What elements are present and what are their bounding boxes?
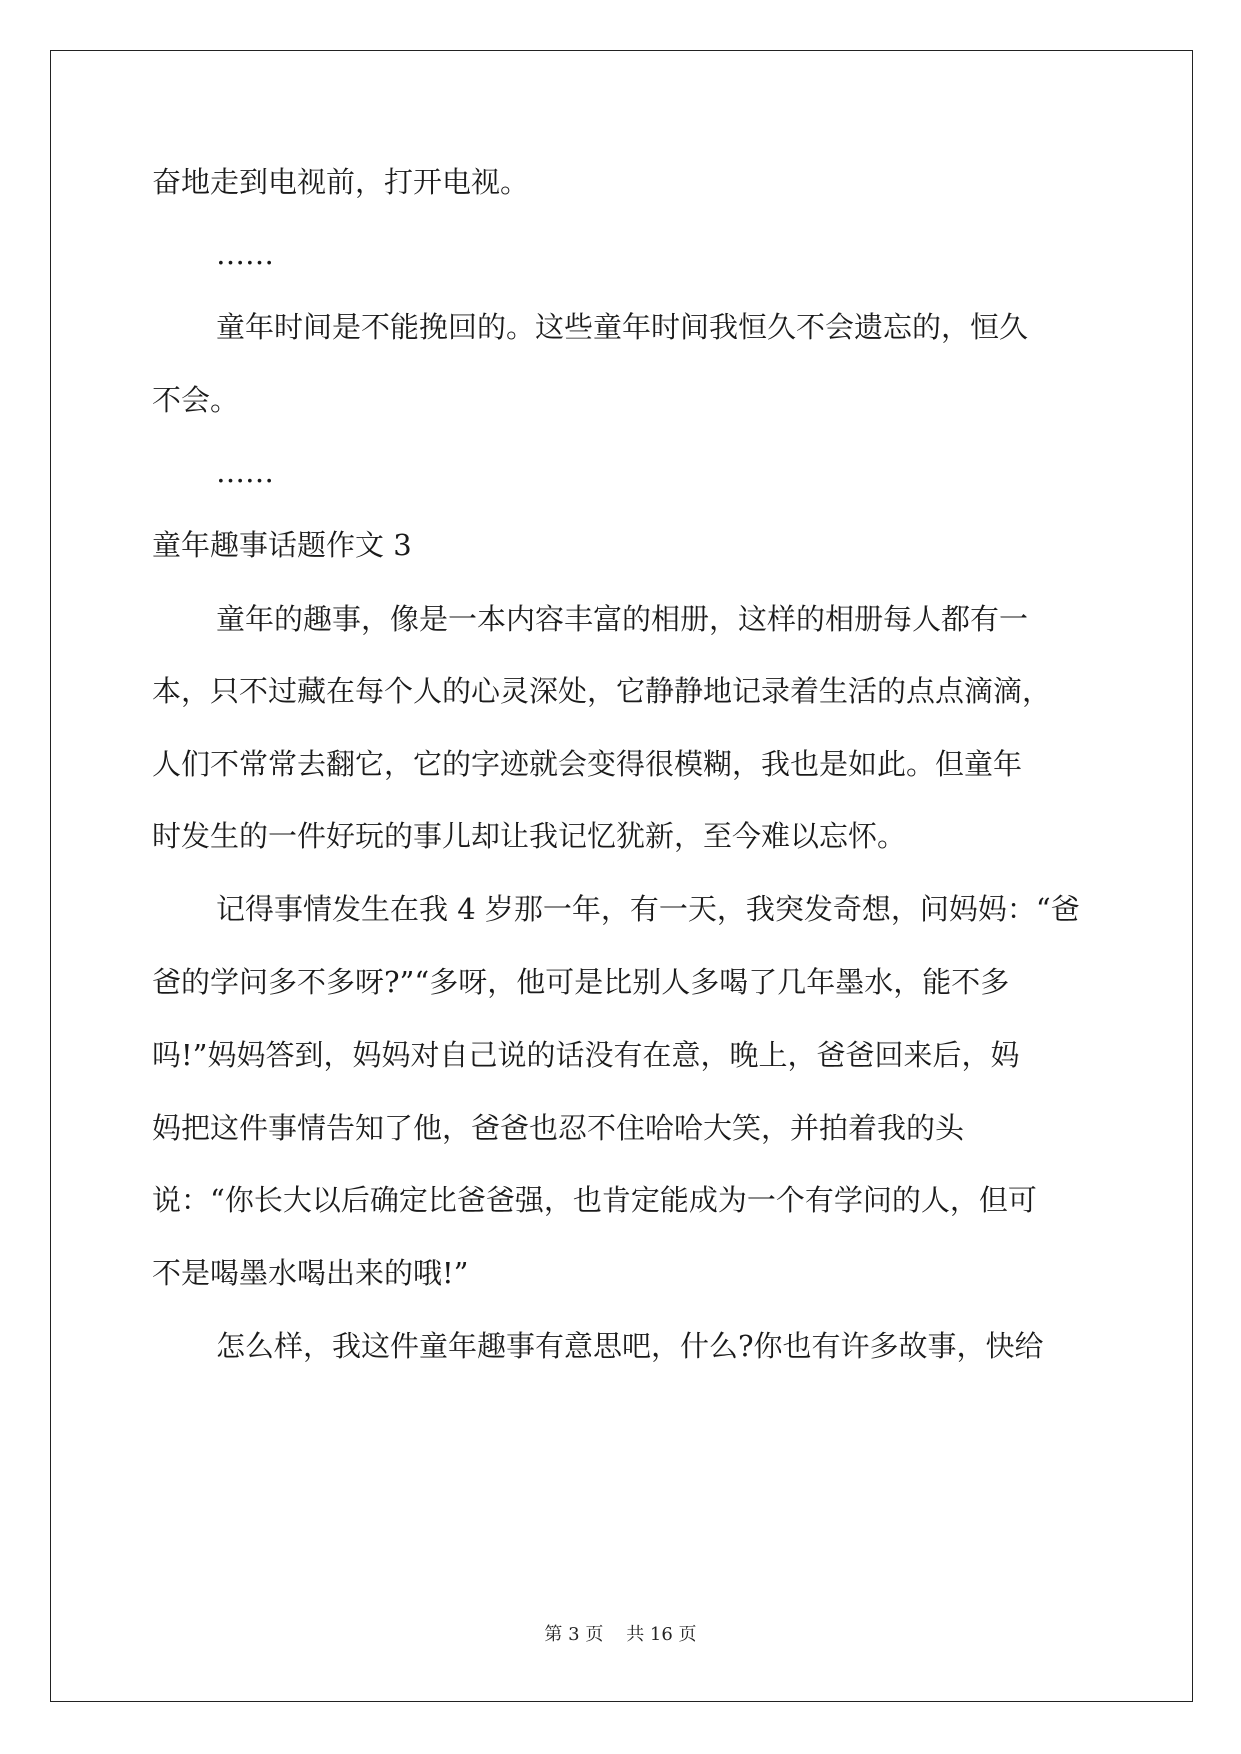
text-line: 说：“你长大以后确定比爸爸强，也肯定能成为一个有学问的人，但可 — [152, 1183, 1037, 1217]
text-line: 时发生的一件好玩的事儿却让我记忆犹新，至今难以忘怀。 — [152, 819, 907, 853]
text-line: 记得事情发生在我 4 岁那一年，有一天，我突发奇想，问妈妈：“爸 — [216, 892, 1080, 926]
text-line: 不是喝墨水喝出来的哦!” — [152, 1256, 469, 1290]
text-line: 奋地走到电视前，打开电视。 — [152, 165, 530, 199]
text-line: 爸的学问多不多呀?”“多呀，他可是比别人多喝了几年墨水，能不多 — [152, 965, 1010, 999]
page-number: 第 3 页 共 16 页 — [544, 1624, 697, 1645]
section-heading: 童年趣事话题作文 3 — [152, 528, 412, 562]
text-line: 怎么样，我这件童年趣事有意思吧，什么?你也有许多故事，快给 — [216, 1329, 1044, 1363]
text-line: 吗!”妈妈答到，妈妈对自己说的话没有在意，晚上，爸爸回来后，妈 — [152, 1038, 1020, 1072]
text-line: 不会。 — [152, 383, 240, 417]
text-line: 妈把这件事情告知了他，爸爸也忍不住哈哈大笑，并拍着我的头 — [152, 1111, 965, 1145]
text-line: 童年时间是不能挽回的。这些童年时间我恒久不会遗忘的，恒久 — [216, 310, 1029, 344]
text-line: 本，只不过藏在每个人的心灵深处，它静静地记录着生活的点点滴滴， — [152, 674, 1052, 708]
ellipsis-line: …… — [216, 237, 274, 271]
page-border — [50, 50, 1193, 1702]
text-line: 人们不常常去翻它，它的字迹就会变得很模糊，我也是如此。但童年 — [152, 747, 1023, 781]
ellipsis-line: …… — [216, 455, 274, 489]
text-line: 童年的趣事，像是一本内容丰富的相册，这样的相册每人都有一 — [216, 602, 1029, 636]
